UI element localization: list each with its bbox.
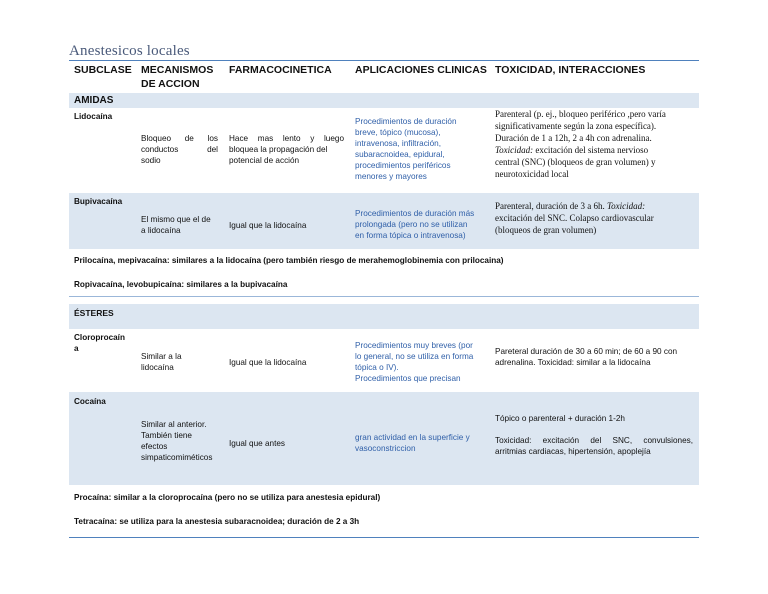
lidocaina-farmaco-line: potencial de acción xyxy=(229,156,300,165)
cloroprocaina-tox-line: adrenalina. Toxicidad: similar a la lidocaína xyxy=(495,358,651,367)
lidocaina-mecanismo-line: conductos del xyxy=(141,145,218,154)
lidocaina-tox-line: neurotoxicidad local xyxy=(495,169,569,179)
cocaina-mecanismo-line: simpaticomiméticos xyxy=(141,453,213,462)
bupivacaina-mecanismo xyxy=(141,214,221,236)
document-title: Anestesicos locales xyxy=(69,43,190,59)
bupivacaina-tox-line: (bloqueos de gran volumen) xyxy=(495,225,597,235)
bupivacaina-tox-line xyxy=(495,200,695,212)
note-ropivacaina: Ropivacaína, levobupicaína: similares a la bupivacaína xyxy=(74,280,288,289)
cloroprocaina-aplic-line: tópica o IV). xyxy=(355,363,399,372)
lidocaina-aplic-line: menores y mayores xyxy=(355,172,427,181)
lidocaina-aplic-line: Procedimientos de duración xyxy=(355,117,457,126)
cocaina-aplic-line: vasoconstriccion xyxy=(355,444,416,453)
lidocaina-tox-line xyxy=(495,144,695,156)
cloroprocaina-aplic-line: Procedimientos muy breves (por xyxy=(355,341,473,350)
bottom-rule xyxy=(69,537,699,538)
cocaina-mecanismo-line: efectos xyxy=(141,442,168,451)
bupivacaina-tox-label: Toxicidad: xyxy=(606,201,646,211)
drug-lidocaina: Lidocaína xyxy=(74,112,113,121)
cocaina-mecanismo-line: Similar al anterior. xyxy=(141,420,207,429)
lidocaina-farmacocinetica xyxy=(229,133,344,166)
cocaina-farmacocinetica: Igual que antes xyxy=(229,439,285,448)
top-rule xyxy=(69,60,699,61)
header-toxicidad: TOXICIDAD, INTERACCIONES xyxy=(495,64,646,76)
drug-cocaina: Cocaína xyxy=(74,397,106,406)
cloroprocaina-aplic-line: lo general, no se utiliza en forma xyxy=(355,352,474,361)
lidocaina-toxicidad xyxy=(495,108,695,180)
cloroprocaina-name-line2: a xyxy=(74,344,79,353)
lidocaina-mecanismo-line: Bloqueo de los xyxy=(141,134,218,143)
lidocaina-tox-text: excitación del sistema nervioso xyxy=(533,145,649,155)
bupivacaina-aplic-line: prolongada (pero no se utilizan xyxy=(355,220,468,229)
cocaina-tox-line: arritmias cardiacas, hipertensión, apoplejía xyxy=(495,447,651,456)
cocaina-mecanismo xyxy=(141,419,221,463)
note-prilocaina: Prilocaína, mepivacaína: similares a la lidocaína (pero también riesgo de merahemoglobinemia con prilocaina) xyxy=(74,256,504,265)
cloroprocaina-mecanismo xyxy=(141,351,221,373)
bupivacaina-mecanismo-line: El mismo que el de xyxy=(141,215,211,224)
bupivacaina-mecanismo-line: a lidocaína xyxy=(141,226,181,235)
lidocaina-tox-label: Toxicidad: xyxy=(495,145,534,155)
header-farmacocinetica: FARMACOCINETICA xyxy=(229,64,332,76)
cloroprocaina-name-line1: Cloroprocaín xyxy=(74,333,125,342)
lidocaina-aplic-line: intravenosa, infiltración, xyxy=(355,139,442,148)
bupivacaina-aplicaciones xyxy=(355,208,490,241)
cocaina-tox-line: Tópico o parenteral + duración 1-2h xyxy=(495,414,625,423)
lidocaina-aplicaciones xyxy=(355,116,485,182)
esteres-band xyxy=(69,304,699,329)
lidocaina-farmaco-line: bloquea la propagación del xyxy=(229,145,328,154)
section-esteres: ÉSTERES xyxy=(74,308,114,318)
cocaina-tox-line: Toxicidad: excitación del SNC, convulsiones, xyxy=(495,436,693,445)
drug-cloroprocaina xyxy=(74,332,125,354)
lidocaina-tox-line: Duración de 1 a 12h, 2 a 4h con adrenalina. xyxy=(495,133,652,143)
cloroprocaina-tox-line: Pareteral duración de 30 a 60 min; de 60 a 90 con xyxy=(495,347,678,356)
cloroprocaina-aplic-line: Procedimientos que precisan xyxy=(355,374,461,383)
lidocaina-mecanismo-line: sodio xyxy=(141,156,161,165)
bupivacaina-toxicidad xyxy=(495,200,695,236)
amidas-band xyxy=(69,93,699,108)
drug-bupivacaina: Bupivacaína xyxy=(74,197,123,206)
header-mecanismos-line1: MECANISMOS xyxy=(141,64,214,76)
header-mecanismos-line2: DE ACCION xyxy=(141,78,200,90)
cloroprocaina-farmacocinetica: Igual que la lidocaína xyxy=(229,358,307,367)
header-aplicaciones: APLICACIONES CLINICAS xyxy=(355,64,487,76)
separator-line xyxy=(69,296,699,297)
lidocaina-tox-line: Parenteral (p. ej., bloqueo periférico ,pero varía xyxy=(495,109,666,119)
bupivacaina-farmacocinetica: Igual que la lidocaína xyxy=(229,221,307,230)
cocaina-mecanismo-line: También tiene xyxy=(141,431,192,440)
section-amidas: AMIDAS xyxy=(74,95,114,106)
cloroprocaina-aplicaciones xyxy=(355,340,490,384)
cloroprocaina-mecanismo-line: Similar a la xyxy=(141,352,182,361)
bupivacaina-aplic-line: en forma tópica o intravenosa) xyxy=(355,231,466,240)
lidocaina-farmaco-line: Hace mas lento y luego xyxy=(229,134,344,143)
header-subclase: SUBCLASE xyxy=(74,64,132,76)
bupivacaina-aplic-line: Procedimientos de duración más xyxy=(355,209,475,218)
cocaina-aplicaciones xyxy=(355,432,490,454)
cocaina-aplic-line: gran actividad en la superficie y xyxy=(355,433,470,442)
lidocaina-aplic-line: procedimientos periféricos xyxy=(355,161,451,170)
lidocaina-aplic-line: breve, tópico (mucosa), xyxy=(355,128,441,137)
cloroprocaina-mecanismo-line: lidocaína xyxy=(141,363,174,372)
note-tetracaina: Tetracaína: se utiliza para la anestesia subaracnoidea; duración de 2 a 3h xyxy=(74,517,360,526)
note-procaina: Procaína: similar a la cloroprocaína (pero no se utiliza para anestesia epidural) xyxy=(74,493,381,502)
cloroprocaina-toxicidad xyxy=(495,346,695,368)
header-mecanismos xyxy=(141,63,213,91)
cocaina-tox-spacer xyxy=(495,424,693,435)
bupivacaina-tox-line: excitación del SNC. Colapso cardiovascular xyxy=(495,213,654,223)
lidocaina-tox-line: central (SNC) (bloqueos de gran volumen) y xyxy=(495,157,656,167)
lidocaina-aplic-line: subaracnoidea, epidural, xyxy=(355,150,445,159)
cocaina-toxicidad xyxy=(495,413,693,457)
lidocaina-tox-line: significativamente según la zona específica). xyxy=(495,121,657,131)
bupivacaina-tox-text: Parenteral, duración de 3 a 6h. xyxy=(495,201,607,211)
lidocaina-mecanismo xyxy=(141,133,218,166)
